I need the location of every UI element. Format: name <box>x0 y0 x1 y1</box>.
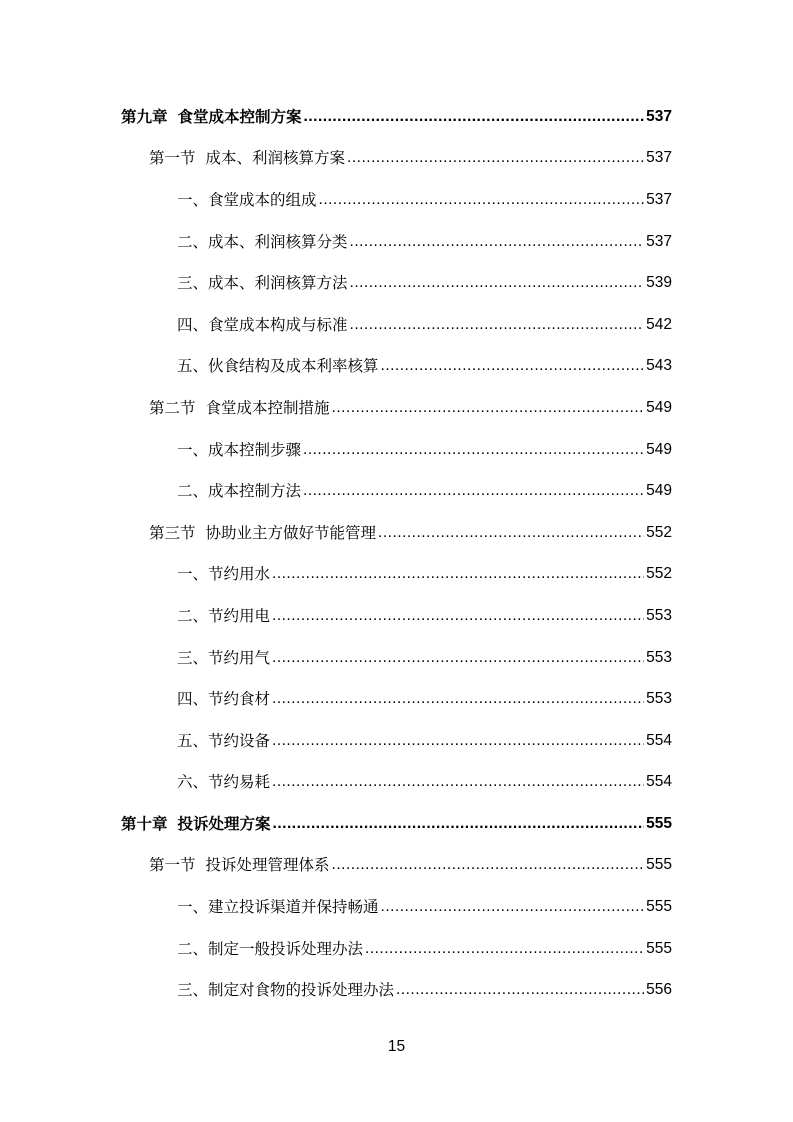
toc-entry-page: 554 <box>646 773 672 791</box>
toc-entry[interactable] <box>0 637 793 679</box>
toc-entry-page: 553 <box>646 606 672 624</box>
toc-entry-text: 二、成本、利润核算分类 <box>177 232 348 251</box>
dot-leader <box>273 814 645 834</box>
toc-entry-text: 食堂成本控制措施 <box>205 398 330 417</box>
toc-entry[interactable] <box>0 470 793 512</box>
toc-entry[interactable] <box>0 179 793 221</box>
dot-leader <box>332 855 645 875</box>
toc-entry-title <box>177 273 348 293</box>
toc-entry-text: 成本、利润核算方案 <box>205 149 346 168</box>
toc-entry-text: 投诉处理管理体系 <box>205 856 330 875</box>
toc-entry-text: 四、节约食材 <box>177 690 271 709</box>
dot-leader <box>378 523 644 543</box>
toc-entry-text: 一、食堂成本的组成 <box>177 190 317 209</box>
toc-entry-title <box>149 398 330 418</box>
toc-entry-page: 537 <box>646 232 672 250</box>
toc-entry-text: 二、节约用电 <box>177 606 271 625</box>
toc-entry-page: 553 <box>646 648 672 666</box>
toc-entry-title <box>149 148 345 168</box>
toc-entry[interactable] <box>0 969 793 1011</box>
toc-entry[interactable] <box>0 262 793 304</box>
toc-entry-page: 537 <box>646 107 672 125</box>
toc-entry-title <box>177 315 348 335</box>
toc-entry[interactable] <box>0 595 793 637</box>
toc-entry-page: 554 <box>646 731 672 749</box>
toc-entry-title <box>177 731 270 751</box>
toc-entry-text: 投诉处理方案 <box>177 814 271 833</box>
dot-leader <box>303 481 644 501</box>
toc-entry-page: 555 <box>646 856 672 874</box>
toc-entry-number: 第九章 <box>121 107 168 126</box>
toc-entry-text: 三、制定对食物的投诉处理办法 <box>177 981 395 1000</box>
dot-leader <box>272 648 644 668</box>
dot-leader <box>381 897 645 917</box>
toc-entry[interactable] <box>0 387 793 429</box>
toc-entry-page: 549 <box>646 398 672 416</box>
page-number: 15 <box>387 1038 406 1055</box>
toc-entry-page: 537 <box>646 190 672 208</box>
toc-entry-title <box>121 814 271 834</box>
toc-entry-page: 552 <box>646 523 672 541</box>
toc-entry-title <box>149 855 330 875</box>
toc-entry-title <box>149 523 376 543</box>
dot-leader <box>272 689 644 709</box>
toc-entry-page: 549 <box>646 482 672 500</box>
dot-leader <box>319 190 645 210</box>
toc-entry-page: 537 <box>646 149 672 167</box>
toc-entry-number: 第二节 <box>149 398 196 417</box>
toc-entry[interactable] <box>0 138 793 180</box>
toc-entry-number: 第三节 <box>149 523 196 542</box>
toc-entry-title <box>177 232 348 252</box>
dot-leader <box>303 440 644 460</box>
toc-entry[interactable] <box>0 886 793 928</box>
toc-entry-text: 三、节约用气 <box>177 648 271 667</box>
dot-leader <box>350 232 645 252</box>
toc-entry-title <box>177 980 394 1000</box>
toc-entry-title <box>177 606 270 626</box>
toc-entry-page: 555 <box>646 814 672 832</box>
dot-leader <box>350 315 645 335</box>
toc-entry[interactable] <box>0 720 793 762</box>
toc-entry-title <box>177 772 270 792</box>
toc-entry-number: 第一节 <box>149 149 196 168</box>
dot-leader <box>365 939 644 959</box>
toc-entry[interactable] <box>0 221 793 263</box>
toc-entry-title <box>177 356 379 376</box>
dot-leader <box>272 564 644 584</box>
toc-entry[interactable] <box>0 762 793 804</box>
toc-entry-title <box>177 440 301 460</box>
toc-entry[interactable] <box>0 928 793 970</box>
toc-entry[interactable] <box>0 512 793 554</box>
dot-leader <box>396 980 644 1000</box>
toc-entry-text: 四、食堂成本构成与标准 <box>177 315 348 334</box>
dot-leader <box>381 356 645 376</box>
toc-entry-title <box>177 897 379 917</box>
toc-entry[interactable] <box>0 429 793 471</box>
toc-entry-title <box>177 190 317 210</box>
toc-entry-text: 一、成本控制步骤 <box>177 440 302 459</box>
toc-entry[interactable] <box>0 845 793 887</box>
toc-entry-title <box>177 564 270 584</box>
toc-entry-page: 549 <box>646 440 672 458</box>
toc-entry-text: 五、节约设备 <box>177 731 271 750</box>
toc-entry[interactable] <box>0 346 793 388</box>
toc-entry-page: 552 <box>646 565 672 583</box>
toc-entry-title <box>177 481 301 501</box>
toc-entry-page: 555 <box>646 939 672 957</box>
toc-entry-text: 协助业主方做好节能管理 <box>205 523 377 542</box>
toc-entry-text: 食堂成本控制方案 <box>177 107 302 126</box>
toc-entry-page: 553 <box>646 690 672 708</box>
dot-leader <box>272 731 644 751</box>
toc-entry-page: 539 <box>646 274 672 292</box>
toc-entry-text: 一、节约用水 <box>177 565 271 584</box>
toc-entry-text: 三、成本、利润核算方法 <box>177 274 348 293</box>
toc-entry-text: 一、建立投诉渠道并保持畅通 <box>177 898 379 917</box>
toc-entry-title <box>177 939 363 959</box>
dot-leader <box>272 772 644 792</box>
dot-leader <box>332 398 645 418</box>
dot-leader <box>347 148 644 168</box>
toc-entry-page: 556 <box>646 981 672 999</box>
toc-entry-number: 第一节 <box>149 856 196 875</box>
toc-entry[interactable] <box>0 554 793 596</box>
toc-entry-page: 555 <box>646 898 672 916</box>
toc-entry-title <box>177 689 270 709</box>
toc-entry-number: 第十章 <box>121 814 168 833</box>
toc-entry-title <box>121 107 302 127</box>
toc-entry-text: 五、伙食结构及成本利率核算 <box>177 357 379 376</box>
toc-entry-page: 543 <box>646 357 672 375</box>
toc-entry-page: 542 <box>646 315 672 333</box>
toc-entry-text: 二、制定一般投诉处理办法 <box>177 939 364 958</box>
toc-entry[interactable] <box>0 96 793 138</box>
dot-leader <box>304 107 645 127</box>
toc-entry-text: 二、成本控制方法 <box>177 482 302 501</box>
toc-entry-title <box>177 648 270 668</box>
dot-leader <box>272 606 644 626</box>
toc-entry[interactable] <box>0 304 793 346</box>
toc-entry[interactable] <box>0 803 793 845</box>
dot-leader <box>350 273 645 293</box>
toc-entry-text: 六、节约易耗 <box>177 773 271 792</box>
toc-entry[interactable] <box>0 678 793 720</box>
table-of-contents <box>0 96 793 1011</box>
